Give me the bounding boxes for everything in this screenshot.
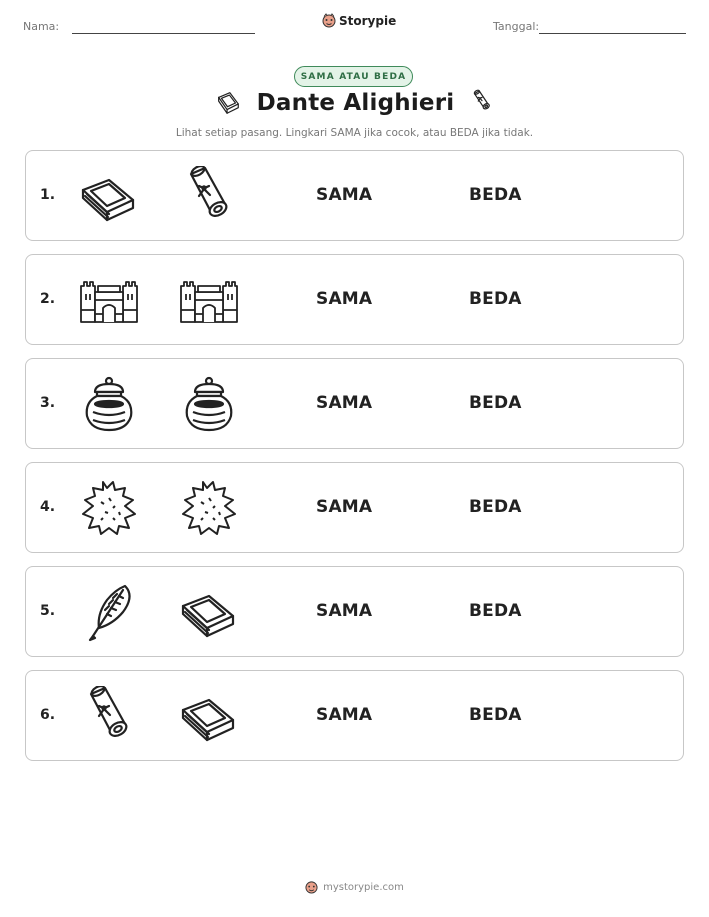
- castle-icon: [179, 270, 239, 330]
- storypie-mascot-icon: [305, 880, 318, 894]
- question-row-1: [25, 150, 684, 241]
- question-number: 3.: [40, 395, 56, 411]
- question-row-2: [25, 254, 684, 345]
- question-number: 5.: [40, 603, 56, 619]
- same-option[interactable]: SAMA: [316, 601, 373, 621]
- question-row-4: [25, 462, 684, 553]
- hide-icon: [79, 478, 139, 538]
- question-number: 6.: [40, 707, 56, 723]
- scroll-icon: [468, 88, 496, 118]
- book-icon: [213, 89, 243, 117]
- same-option[interactable]: SAMA: [316, 289, 373, 309]
- quill-icon: [79, 582, 139, 642]
- question-number: 1.: [40, 187, 56, 203]
- book-icon: [179, 582, 239, 642]
- storypie-mascot-icon: [322, 13, 336, 28]
- different-option[interactable]: BEDA: [469, 289, 522, 309]
- question-row-6: [25, 670, 684, 761]
- brand-name: Storypie: [339, 13, 397, 28]
- name-line[interactable]: [72, 33, 255, 34]
- book-icon: [179, 686, 239, 746]
- different-option[interactable]: BEDA: [469, 393, 522, 413]
- scroll-icon: [179, 166, 239, 226]
- question-row-3: [25, 358, 684, 449]
- different-option[interactable]: BEDA: [469, 185, 522, 205]
- brand-logo: [322, 13, 396, 28]
- jar-icon: [79, 374, 139, 434]
- same-option[interactable]: SAMA: [316, 185, 373, 205]
- footer-site-link[interactable]: mystorypie.com: [323, 881, 404, 893]
- different-option[interactable]: BEDA: [469, 601, 522, 621]
- same-option[interactable]: SAMA: [316, 497, 373, 517]
- hide-icon: [179, 478, 239, 538]
- question-number: 2.: [40, 291, 56, 307]
- date-line[interactable]: [539, 33, 686, 34]
- name-label: Nama:: [23, 20, 60, 33]
- jar-icon: [179, 374, 239, 434]
- date-label: Tanggal:: [493, 20, 540, 33]
- same-option[interactable]: SAMA: [316, 393, 373, 413]
- same-option[interactable]: SAMA: [316, 705, 373, 725]
- footer: [0, 880, 709, 894]
- question-row-5: [25, 566, 684, 657]
- page-title: Dante Alighieri: [256, 90, 455, 116]
- scroll-icon: [79, 686, 139, 746]
- instructions: Lihat setiap pasang. Lingkari SAMA jika cocok, atau BEDA jika tidak.: [175, 127, 534, 139]
- title-row: [0, 88, 709, 118]
- different-option[interactable]: BEDA: [469, 497, 522, 517]
- different-option[interactable]: BEDA: [469, 705, 522, 725]
- activity-badge: SAMA ATAU BEDA: [294, 66, 413, 87]
- book-icon: [79, 166, 139, 226]
- castle-icon: [79, 270, 139, 330]
- question-number: 4.: [40, 499, 56, 515]
